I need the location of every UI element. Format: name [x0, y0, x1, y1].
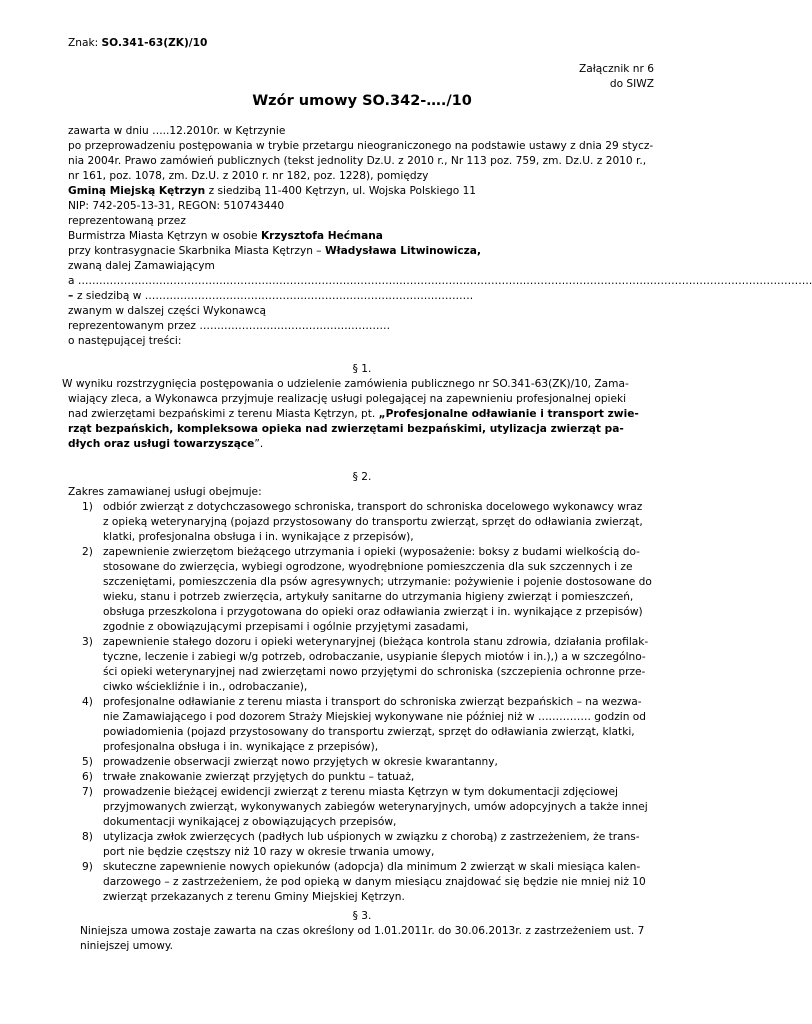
- list-item-text: obsługa przeszkolona i przygotowana do opieki oraz odławiania zwierząt i in. wynikające z przepisów): [103, 606, 643, 618]
- intro-line: reprezentowaną przez: [68, 215, 186, 227]
- intro-line: po przeprowadzeniu postępowania w trybie przetargu nieograniczonego na podstawie ustawy z dnia 29 stycz-: [68, 140, 654, 152]
- section1-line: rząt bezpańskich, kompleksowa opieka nad zwierzętami bezpańskimi, utylizacja zwierząt pa-: [68, 423, 624, 435]
- list-item-text: zwierząt przekazanych z terenu Gminy Miejskiej Kętrzyn.: [103, 891, 405, 903]
- list-item-text: profesjonalne odławianie z terenu miasta i transport do schroniska zwierząt bezpańskich – na wezwa-: [103, 696, 642, 708]
- list-item-text: przyjmowanych zwierząt, wykonywanych zabiegów weterynaryjnych, umów adopcyjnych a także innej: [103, 801, 648, 813]
- list-item-number: 3): [82, 636, 93, 648]
- list-item-number: 8): [82, 831, 93, 843]
- list-item-text: zapewnienie stałego dozoru i opieki weterynaryjnej (bieżąca kontrola stanu zdrowia, działania profilak-: [103, 636, 649, 648]
- intro-line: reprezentowanym przez ………………………………………………: [68, 320, 391, 332]
- list-item-text: klatki, profesjonalna obsługa i in. wynikające z przepisów),: [103, 531, 414, 543]
- list-item-text: dokumentacji wynikającej z obowiązujących przepisów,: [103, 816, 397, 828]
- list-item-text: darzowego – z zastrzeżeniem, że pod opieką w danym miesiącu znajdować się będzie nie mniej niż 10: [103, 876, 646, 888]
- intro-line: a ……………………………………………………………………………………………………………………………………………………………………………………….: [68, 275, 812, 287]
- list-item-text: skuteczne zapewnienie nowych opiekunów (adopcja) dla minimum 2 zwierząt w skali miesiąca kalen-: [103, 861, 641, 873]
- list-item-text: odbiór zwierząt z dotychczasowego schroniska, transport do schroniska docelowego wykonawcy wraz: [103, 501, 643, 513]
- section1-line: nad zwierzętami bezpańskimi z terenu Miasta Kętrzyn, pt. „Profesjonalne odławianie i transport zwie-: [68, 408, 639, 420]
- list-item-number: 5): [82, 756, 93, 768]
- intro-line: Gminą Miejską Kętrzyn z siedzibą 11-400 Kętrzyn, ul. Wojska Polskiego 11: [68, 185, 477, 197]
- list-item-text: profesjonalna obsługa i in. wynikające z przepisów),: [103, 741, 379, 753]
- intro-line: zwanym w dalszej części Wykonawcą: [68, 305, 267, 317]
- list-item-number: 4): [82, 696, 93, 708]
- section1-line: W wyniku rozstrzygnięcia postępowania o udzielenie zamówienia publicznego nr SO.341-63(ZK)/10, Zama-: [62, 378, 629, 390]
- list-item-text: nie Zamawiającego i pod dozorem Straży Miejskiej wykonywane nie później niż w …………… godzin od: [103, 711, 647, 723]
- section-heading: § 1.: [352, 363, 372, 375]
- list-item-text: ści opieki weterynaryjnej nad zwierzętami nowo przyjętymi do schroniska (szczepienia ochronne prze-: [103, 666, 646, 678]
- intro-line: zwaną dalej Zamawiającym: [68, 260, 215, 272]
- list-item-text: trwałe znakowanie zwierząt przyjętych do punktu – tatuaż,: [103, 771, 415, 783]
- section1-line: wiający zleca, a Wykonawca przyjmuje realizację usługi polegającej na zapewnieniu profesjonalnej opieki: [68, 393, 627, 405]
- intro-line: zawarta w dniu …..12.2010r. w Kętrzynie: [68, 125, 286, 137]
- list-item-text: port nie będzie częstszy niż 10 razy w okresie trwania umowy,: [103, 846, 435, 858]
- list-item-number: 1): [82, 501, 93, 513]
- intro-line: nr 161, poz. 1078, zm. Dz.U. z 2010 r. nr 182, poz. 1228), pomiędzy: [68, 170, 429, 182]
- section2-lead: Zakres zamawianej usługi obejmuje:: [68, 486, 262, 498]
- list-item-text: wieku, stanu i potrzeb zwierzęcia, artykuły sanitarne do utrzymania higieny zwierząt i pomieszczeń,: [103, 591, 634, 603]
- intro-line: NIP: 742-205-13-31, REGON: 510743440: [68, 200, 285, 212]
- list-item-text: stosowane do zwierzęcia, wybiegi ogrodzone, wyodrębnione pomieszczenia dla suk szczennych i ze: [103, 561, 633, 573]
- list-item-text: prowadzenie bieżącej ewidencji zwierząt z terenu miasta Kętrzyn w tym dokumentacji zdjęciowej: [103, 786, 618, 798]
- list-item-text: tyczne, leczenie i zabiegi w/g potrzeb, odrobaczanie, usypianie ślepych miotów i in.),) a w szczególno-: [103, 651, 646, 663]
- intro-line: o następującej treści:: [68, 335, 182, 347]
- list-item-number: 6): [82, 771, 93, 783]
- list-item-number: 9): [82, 861, 93, 873]
- list-item-text: zgodnie z obowiązującymi przepisami i ogólnie przyjętymi zasadami,: [103, 621, 469, 633]
- intro-line: – z siedzibą w …………………………………………………………………………………: [68, 290, 474, 302]
- list-item-number: 2): [82, 546, 93, 558]
- case-reference: Znak: SO.341-63(ZK)/10: [68, 37, 208, 49]
- list-item-text: ciwko wściekliźnie i in., odrobaczanie),: [103, 681, 308, 693]
- intro-line: przy kontrasygnacie Skarbnika Miasta Kętrzyn – Władysława Litwinowicza,: [68, 245, 481, 257]
- list-item-text: szczeniętami, pomieszczenia dla psów agresywnych; utrzymanie: pożywienie i pojenie dostosowane do: [103, 576, 652, 588]
- list-item-text: z opieką weterynaryjną (pojazd przystosowany do transportu zwierząt, sprzęt do odławiania zwierząt,: [103, 516, 643, 528]
- section-heading: § 2.: [352, 471, 372, 483]
- list-item-text: utylizacja zwłok zwierzęcych (padłych lub uśpionych w związku z chorobą) z zastrzeżeniem, że trans-: [103, 831, 640, 843]
- section-heading: § 3.: [352, 910, 372, 922]
- section1-line: dłych oraz usługi towarzyszące”.: [68, 438, 264, 450]
- intro-line: Burmistrza Miasta Kętrzyn w osobie Krzysztofa Hećmana: [68, 230, 383, 242]
- list-item-text: powiadomienia (pojazd przystosowany do transportu zwierząt, sprzęt do odławiania zwierząt, klatki,: [103, 726, 635, 738]
- section3-line: niniejszej umowy.: [80, 940, 173, 952]
- list-item-number: 7): [82, 786, 93, 798]
- section3-line: Niniejsza umowa zostaje zawarta na czas określony od 1.01.2011r. do 30.06.2013r. z zastrzeżeniem ust. 7: [80, 925, 645, 937]
- list-item-text: zapewnienie zwierzętom bieżącego utrzymania i opieki (wyposażenie: boksy z budami wielkością do-: [103, 546, 640, 558]
- document-title: Wzór umowy SO.342-…./10: [252, 93, 472, 109]
- intro-line: nia 2004r. Prawo zamówień publicznych (tekst jednolity Dz.U. z 2010 r., Nr 113 poz. 759, zm. Dz.U. z 2010 r.,: [68, 155, 647, 167]
- attachment-label-2: do SIWZ: [609, 78, 654, 90]
- list-item-text: prowadzenie obserwacji zwierząt nowo przyjętych w okresie kwarantanny,: [103, 756, 498, 768]
- attachment-label-1: Załącznik nr 6: [579, 63, 654, 75]
